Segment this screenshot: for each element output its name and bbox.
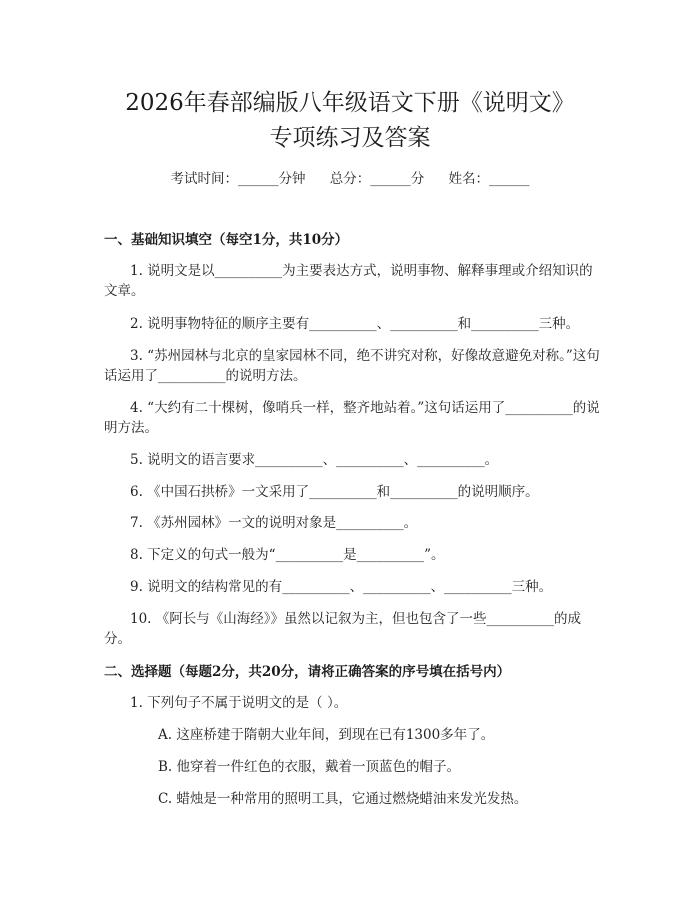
question-9: 9. 说明文的结构常见的有__________、__________、__________三种。: [130, 579, 553, 595]
question-3: 3. “苏州园林与北京的皇家园林不同，绝不讲究对称，好像故意避免对称。”这句话运用了__________的说明方法。: [104, 348, 600, 384]
question-7: 7. 《苏州园林》一文的说明对象是__________。: [130, 515, 418, 531]
question-5: 5. 说明文的语言要求__________、__________、__________。: [130, 452, 499, 468]
question-1: 1. 说明文是以__________为主要表达方式，说明事物、解释事理或介绍知识的文章。: [104, 263, 593, 299]
question-4: 4. “大约有二十棵树，像哨兵一样，整齐地站着。”这句话运用了__________的说明方法。: [104, 400, 600, 436]
section1-heading: 一、基础知识填空（每空1分，共10分）: [104, 232, 349, 248]
section2-heading: 二、选择题（每题2分，共20分，请将正确答案的序号填在括号内）: [104, 664, 511, 680]
document-title-line2: 专项练习及答案: [269, 125, 431, 151]
exam-info: [0, 170, 700, 188]
question-2: 2. 说明事物特征的顺序主要有__________、__________和__________三种。: [130, 316, 580, 332]
option-a: A. 这座桥建于隋朝大业年间，到现在已有1300多年了。: [158, 727, 495, 743]
choice-question-1: 1. 下列句子不属于说明文的是（ ）。: [130, 695, 348, 711]
total-score: 总分：______分: [329, 171, 425, 187]
name-field: 姓名：______: [448, 171, 530, 187]
question-10: 10. 《阿长与《山海经》》虽然以记叙为主，但也包含了一些__________的成分。: [104, 611, 582, 647]
option-c: C. 蜡烛是一种常用的照明工具，它通过燃烧蜡油来发光发热。: [158, 791, 528, 807]
exam-time: 考试时间：______分钟: [170, 171, 306, 187]
document-title-line1: 2026年春部编版八年级语文下册《说明文》: [125, 90, 575, 116]
question-8: 8. 下定义的句式一般为“__________是__________”。: [130, 547, 445, 563]
question-6: 6. 《中国石拱桥》一文采用了__________和__________的说明顺序。: [130, 484, 539, 500]
option-b: B. 他穿着一件红色的衣服，戴着一顶蓝色的帽子。: [158, 759, 461, 775]
